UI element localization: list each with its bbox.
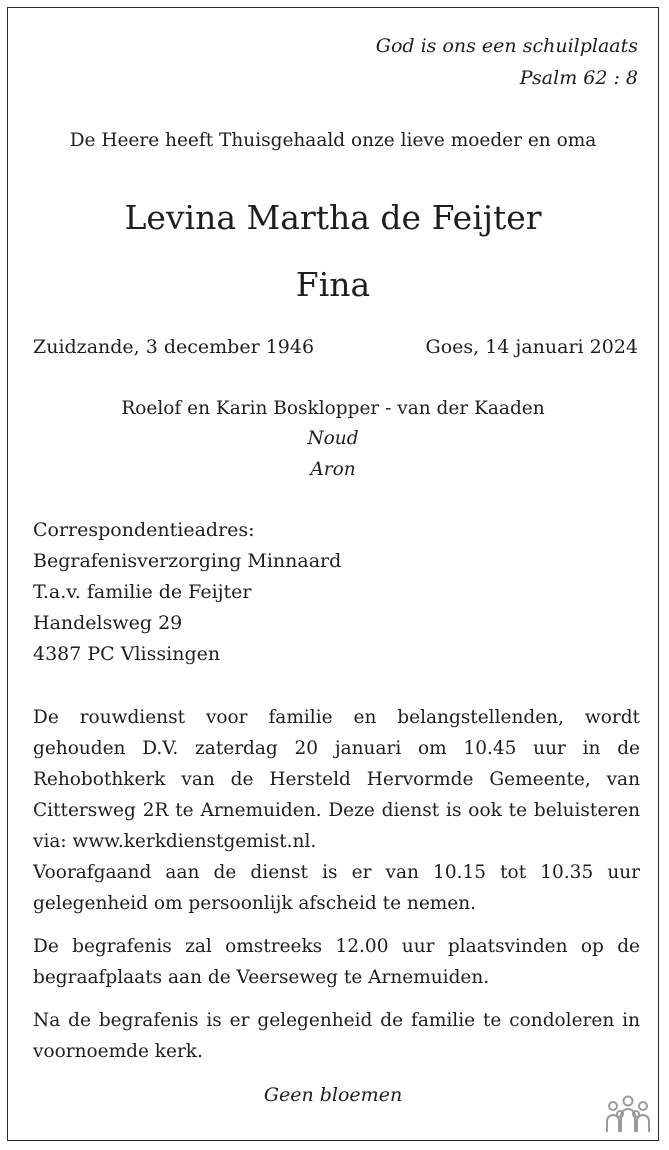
address-line: T.a.v. familie de Feijter xyxy=(33,581,252,603)
verse-line-1: God is ons een schuilplaats xyxy=(375,35,638,57)
address-heading: Correspondentieadres: xyxy=(33,519,255,541)
deceased-full-name: Levina Martha de Feijter xyxy=(124,198,542,237)
family-line-2: Noud xyxy=(307,428,359,449)
address-line: 4387 PC Vlissingen xyxy=(33,643,221,665)
address-line: Begrafenisverzorging Minnaard xyxy=(33,550,342,572)
family-line-1: Roelof en Karin Bosklopper - van der Kaaden xyxy=(121,398,545,419)
service-paragraph: De rouwdienst voor familie en belangstellenden, wordt gehouden D.V. zaterdag 20 januari om 10.45 uur in de Rehobothkerk van de Hersteld Hervormde Gemeente, van Cittersweg 2R te Arnemuiden. Deze dienst is ook te beluisteren via: www.kerkdienstgemist.nl. xyxy=(33,707,640,852)
deceased-nickname: Fina xyxy=(295,265,371,304)
family-people-icon xyxy=(604,1094,652,1134)
birth-date: Zuidzande, 3 december 1946 xyxy=(33,336,315,358)
address-line: Handelsweg 29 xyxy=(33,612,183,634)
condolence-paragraph: Na de begrafenis is er gelegenheid de familie te condoleren in voornoemde kerk. xyxy=(33,1010,640,1062)
burial-paragraph: De begrafenis zal omstreeks 12.00 uur plaatsvinden op de begraafplaats aan de Veerseweg te Arnemuiden. xyxy=(33,936,640,988)
death-notice xyxy=(7,7,659,1141)
family-line-3: Aron xyxy=(310,459,356,480)
verse-reference: Psalm 62 : 8 xyxy=(519,67,638,89)
death-date: Goes, 14 januari 2024 xyxy=(425,336,638,358)
viewing-paragraph: Voorafgaand aan de dienst is er van 10.15 tot 10.35 uur gelegenheid om persoonlijk afscheid te nemen. xyxy=(33,862,640,914)
no-flowers-note: Geen bloemen xyxy=(263,1084,403,1106)
intro-text: De Heere heeft Thuisgehaald onze lieve moeder en oma xyxy=(69,130,597,151)
